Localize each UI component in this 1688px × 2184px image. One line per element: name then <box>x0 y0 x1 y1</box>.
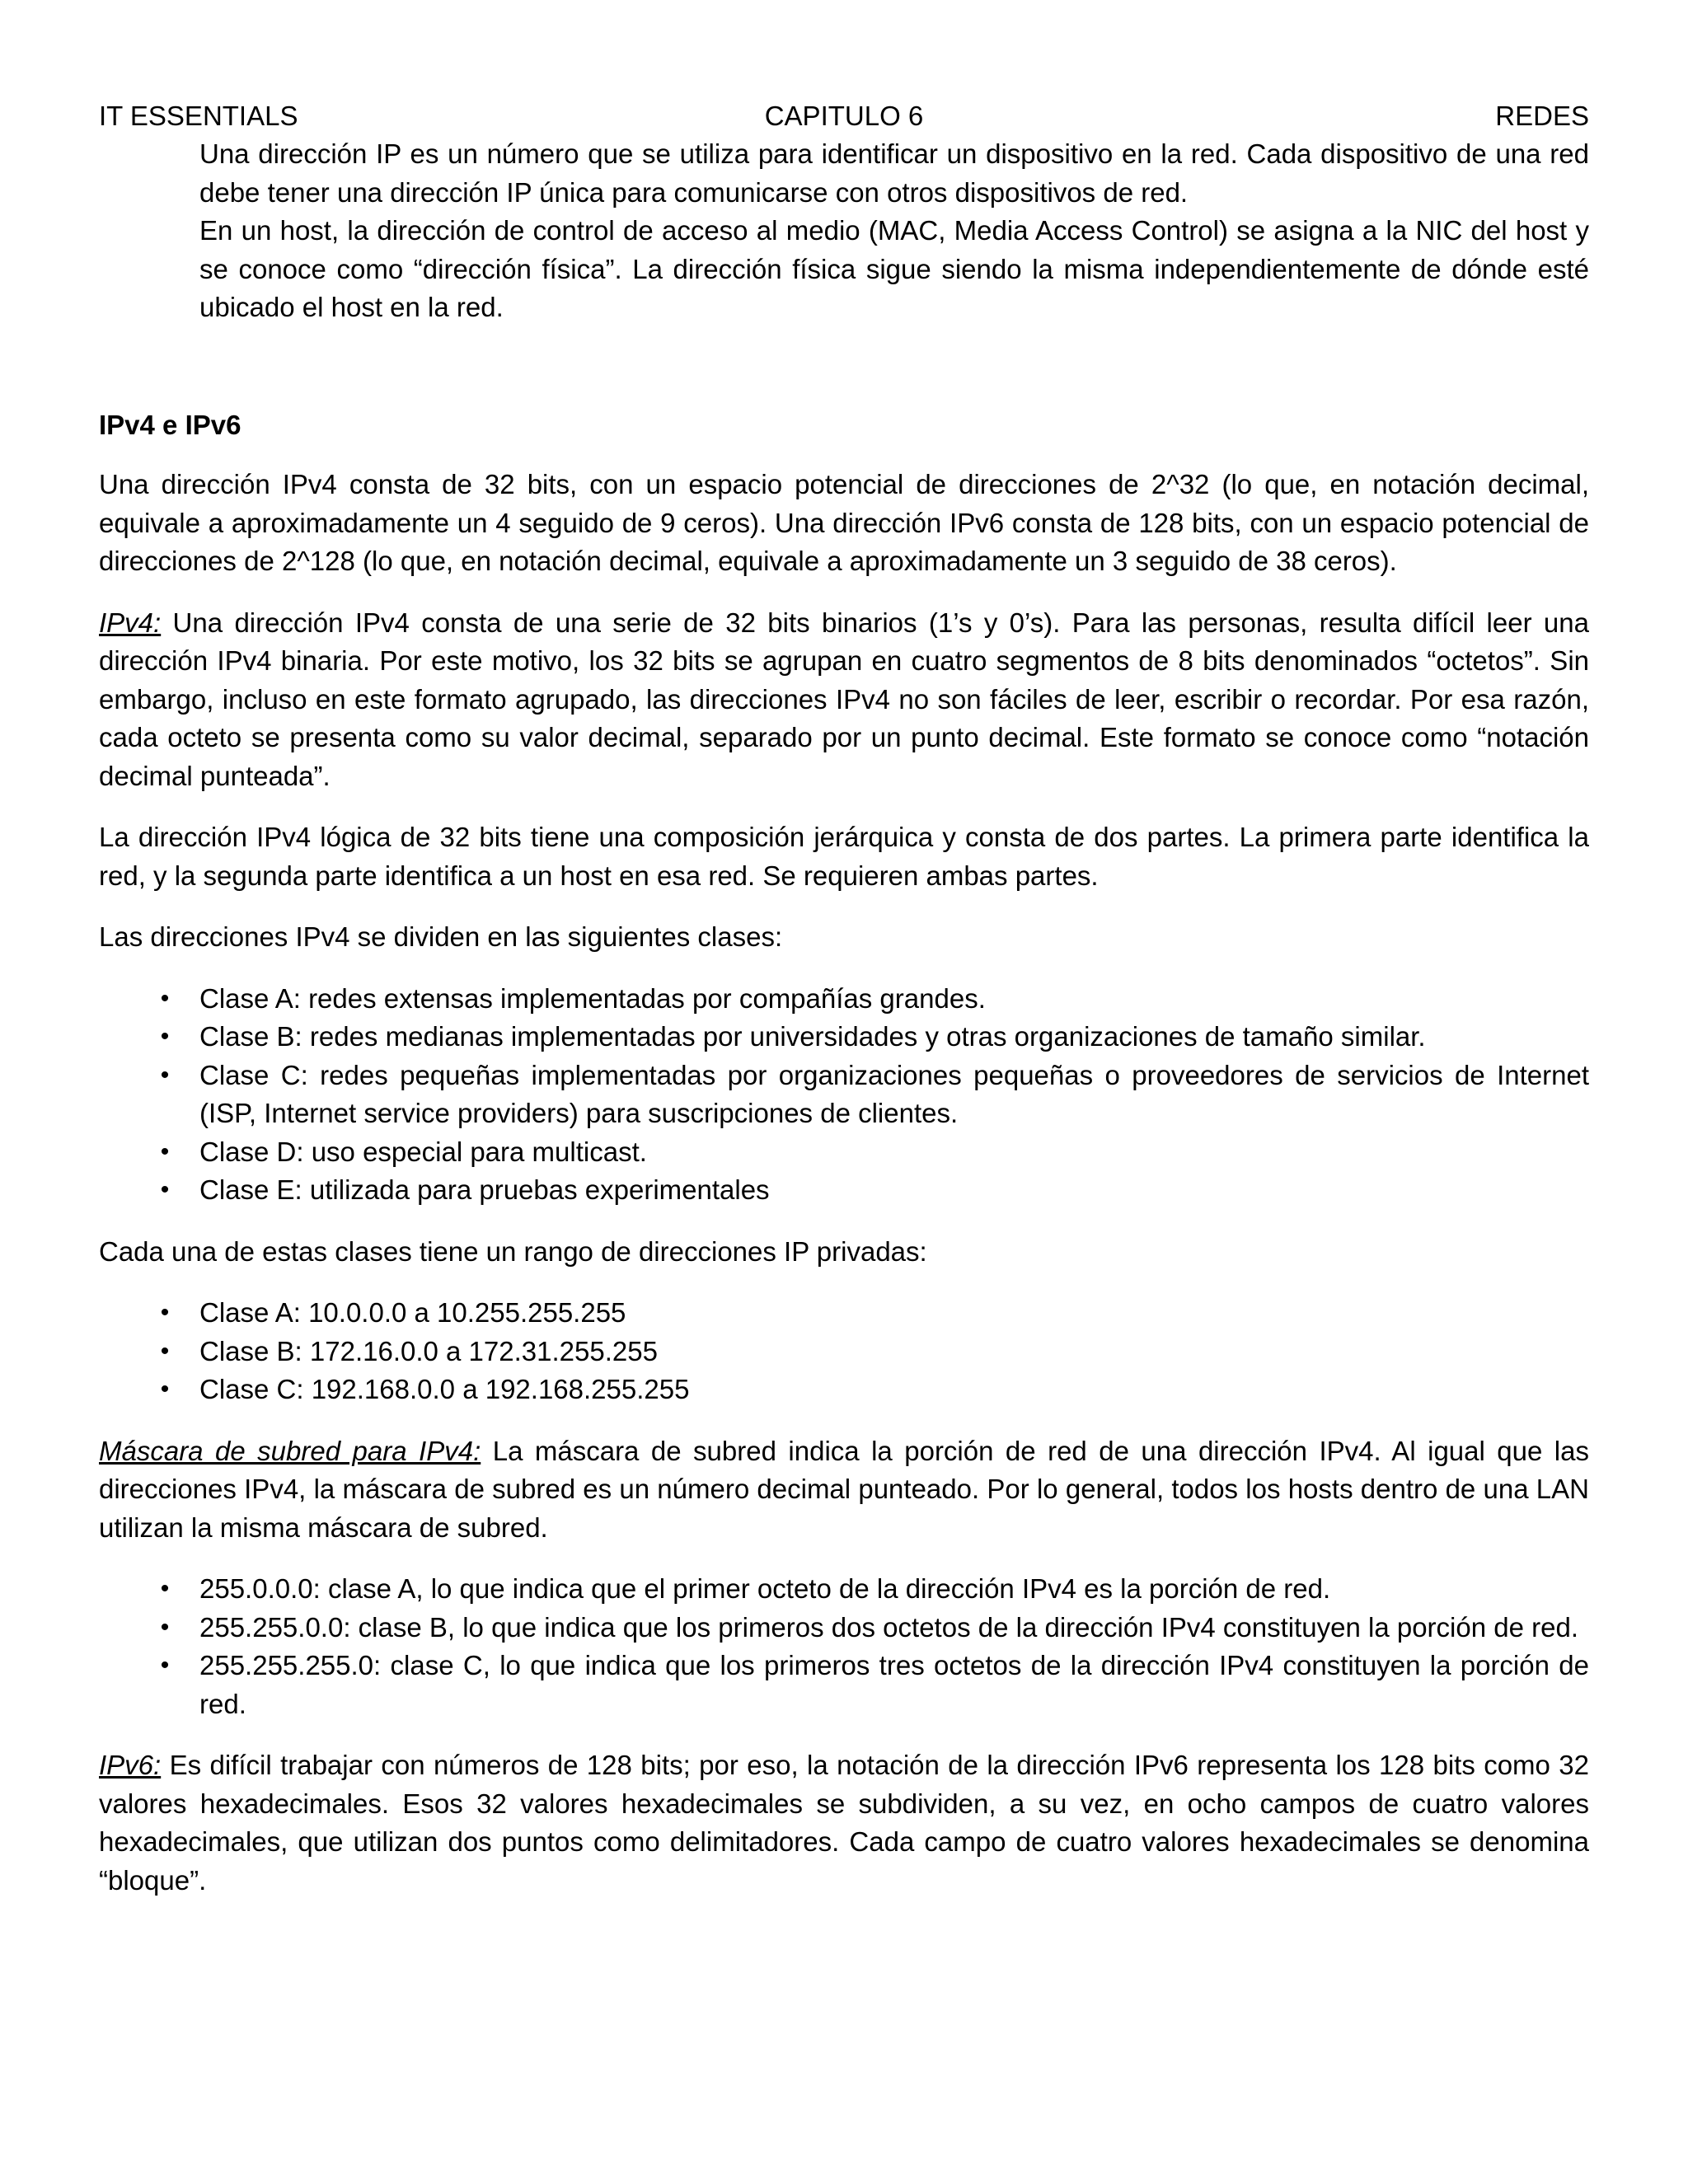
list-item <box>99 1333 1589 1371</box>
list-item-text: Clase E: utilizada para pruebas experimentales <box>199 1174 770 1205</box>
overview-paragraph: Una dirección IPv4 consta de 32 bits, con un espacio potencial de direcciones de 2^32 (lo que, en notación decimal, equivale a aproximadamente un 4 seguido de 9 ceros). Una dirección IPv6 consta de 128 bits, con un espacio potencial de direcciones de 2^128 (lo que, en notación decimal, equivale a aproximadamente un 3 seguido de 38 ceros). <box>99 469 1589 576</box>
bullet-icon: • <box>160 1061 170 1089</box>
subnet-mask-label: Máscara de subred para IPv4: <box>99 1435 481 1466</box>
list-item-text: Clase C: redes pequeñas implementadas por organizaciones pequeñas o proveedores de servicios de Internet (ISP, Internet service providers) para suscripciones de clientes. <box>199 1059 1589 1128</box>
list-item <box>99 1609 1589 1647</box>
list-item <box>99 1018 1589 1057</box>
document-page <box>99 97 1589 1900</box>
list-item <box>99 1171 1589 1210</box>
list-item-text: Clase B: redes medianas implementadas por universidades y otras organizaciones de tamaño similar. <box>199 1021 1426 1052</box>
ipv6-paragraph <box>99 1746 1589 1900</box>
bullet-icon: • <box>160 1176 170 1203</box>
intro-paragraph-mac: En un host, la dirección de control de acceso al medio (MAC, Media Access Control) se asigna a la NIC del host y se conoce como “dirección física”. La dirección física sigue siendo la misma independientemente de dónde esté ubicado el host en la red. <box>199 215 1589 322</box>
list-item <box>99 1294 1589 1333</box>
section-title: IPv4 e IPv6 <box>99 409 241 440</box>
list-item-text: Clase C: 192.168.0.0 a 192.168.255.255 <box>199 1374 690 1404</box>
classes-list <box>99 980 1589 1210</box>
bullet-icon: • <box>160 1137 170 1165</box>
list-item-text: Clase A: 10.0.0.0 a 10.255.255.255 <box>199 1297 626 1328</box>
subnet-mask-text: La máscara de subred indica la porción de red de una dirección IPv4. Al igual que las direcciones IPv4, la máscara de subred es un número decimal punteado. Por lo general, todos los hosts dentro de una LAN utilizan la misma máscara de subred. <box>99 1435 1589 1543</box>
ipv4-label: IPv4: <box>99 607 162 638</box>
ipv6-label: IPv6: <box>99 1750 162 1780</box>
bullet-icon: • <box>160 984 170 1012</box>
list-item-text: Clase A: redes extensas implementadas por compañías grandes. <box>199 982 986 1014</box>
subnet-mask-paragraph <box>99 1432 1589 1548</box>
intro-block <box>99 135 1589 327</box>
bullet-icon: • <box>160 1652 170 1679</box>
subnet-masks-list <box>99 1570 1589 1723</box>
list-item-text: 255.255.255.0: clase C, lo que indica que los primeros tres octetos de la dirección IPv4 constituyen la porción de red. <box>199 1650 1589 1719</box>
ipv4-text: Una dirección IPv4 consta de una serie de 32 bits binarios (1’s y 0’s). Para las personas, resulta difícil leer una dirección IPv4 binaria. Por este motivo, los 32 bits se agrupan en cuatro segmentos de 8 bits denominados “octetos”. Sin embargo, incluso en este formato agrupado, las direcciones IPv4 no son fáciles de leer, escribir o recordar. Por esa razón, cada octeto se presenta como su valor decimal, separado por un punto decimal. Este formato se conoce como “notación decimal punteada”. <box>99 607 1589 791</box>
list-item <box>99 980 1589 1019</box>
list-item-text: 255.0.0.0: clase A, lo que indica que el primer octeto de la dirección IPv4 es la porción de red. <box>199 1573 1331 1604</box>
ipv6-text: Es difícil trabajar con números de 128 bits; por eso, la notación de la dirección IPv6 representa los 128 bits como 32 valores hexadecimales. Esos 32 valores hexadecimales se subdividen, a su vez, en ocho campos de cuatro valores hexadecimales, que utilizan dos puntos como delimitadores. Cada campo de cuatro valores hexadecimales se denomina “bloque”. <box>99 1750 1589 1896</box>
page-header <box>99 97 1589 135</box>
bullet-icon: • <box>160 1376 170 1403</box>
intro-paragraph-ip: Una dirección IP es un número que se utiliza para identificar un dispositivo en la red. Cada dispositivo de una red debe tener una dirección IP única para comunicarse con otros dispositivos de red. <box>199 138 1589 208</box>
bullet-icon: • <box>160 1023 170 1050</box>
bullet-icon: • <box>160 1299 170 1326</box>
bullet-icon: • <box>160 1575 170 1602</box>
list-item <box>99 1133 1589 1172</box>
list-item-text: 255.255.0.0: clase B, lo que indica que los primeros dos octetos de la dirección IPv4 constituyen la porción de red. <box>199 1611 1578 1643</box>
list-item <box>99 1371 1589 1409</box>
hierarchy-paragraph: La dirección IPv4 lógica de 32 bits tiene una composición jerárquica y consta de dos partes. La primera parte identifica la red, y la segunda parte identifica a un host en esa red. Se requieren ambas partes. <box>99 822 1589 891</box>
list-item <box>99 1570 1589 1609</box>
list-item <box>99 1647 1589 1723</box>
header-center: CAPITULO 6 <box>764 101 924 131</box>
header-right: REDES <box>1495 101 1589 131</box>
bullet-icon: • <box>160 1337 170 1365</box>
ipv4-paragraph <box>99 604 1589 796</box>
list-item-text: Clase B: 172.16.0.0 a 172.31.255.255 <box>199 1335 658 1366</box>
bullet-icon: • <box>160 1613 170 1641</box>
private-ranges-intro: Cada una de estas clases tiene un rango de direcciones IP privadas: <box>99 1235 927 1267</box>
header-left: IT ESSENTIALS <box>99 101 298 131</box>
list-item <box>99 1057 1589 1133</box>
classes-intro: Las direcciones IPv4 se dividen en las siguientes clases: <box>99 921 783 952</box>
private-ranges-list <box>99 1294 1589 1409</box>
list-item-text: Clase D: uso especial para multicast. <box>199 1136 647 1167</box>
